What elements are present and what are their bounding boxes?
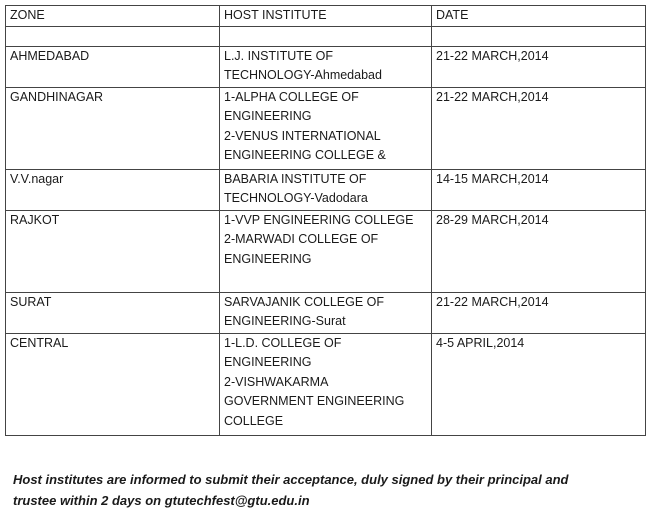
zone-table (5, 5, 646, 436)
host-institute-cell (220, 46, 432, 87)
host-institute-line: 2-VENUS INTERNATIONAL (224, 128, 381, 143)
zone-cell: SURAT (6, 292, 220, 333)
zone-cell: GANDHINAGAR (6, 87, 220, 169)
date-cell: 21-22 MARCH,2014 (432, 46, 646, 87)
host-institute-line: ENGINEERING-Surat (224, 314, 346, 328)
date-cell (432, 26, 646, 46)
host-institute-line: 2-MARWADI COLLEGE OF (224, 232, 379, 246)
host-institute-cell (220, 169, 432, 210)
acceptance-note (13, 469, 638, 511)
table-row (6, 87, 646, 169)
host-institute-line: ENGINEERING (224, 251, 312, 266)
header-zone: ZONE (6, 6, 220, 27)
host-institute-line: ENGINEERING (224, 109, 312, 123)
host-institute-cell (220, 333, 432, 435)
table-row (6, 292, 646, 333)
zone-cell: CENTRAL (6, 333, 220, 435)
date-cell: 21-22 MARCH,2014 (432, 292, 646, 333)
host-institute-cell (220, 292, 432, 333)
date-cell: 4-5 APRIL,2014 (432, 333, 646, 435)
host-institute-line: ENGINEERING COLLEGE & (224, 148, 386, 162)
table-body (6, 26, 646, 435)
note-line-1: Host institutes are informed to submit their acceptance, duly signed by their principal and (13, 472, 569, 487)
zone-cell: AHMEDABAD (6, 46, 220, 87)
host-institute-line: TECHNOLOGY-Ahmedabad (224, 68, 382, 82)
date-cell: 28-29 MARCH,2014 (432, 210, 646, 292)
table-header-row (6, 6, 646, 27)
zone-cell: V.V.nagar (6, 169, 220, 210)
host-institute-cell (220, 26, 432, 46)
host-institute-line: BABARIA INSTITUTE OF (224, 171, 367, 186)
table-row (6, 333, 646, 435)
host-institute-line: 1-L.D. COLLEGE OF (224, 335, 342, 350)
host-institute-line: 1-VVP ENGINEERING COLLEGE (224, 212, 414, 227)
host-institute-cell (220, 210, 432, 292)
header-date: DATE (432, 6, 646, 27)
host-institute-line: GOVERNMENT ENGINEERING (224, 394, 405, 408)
table-row (6, 210, 646, 292)
zone-cell: RAJKOT (6, 210, 220, 292)
table-row (6, 46, 646, 87)
zone-cell (6, 26, 220, 46)
date-cell: 14-15 MARCH,2014 (432, 169, 646, 210)
header-host-institute: HOST INSTITUTE (220, 6, 432, 27)
host-institute-line: COLLEGE (224, 413, 284, 428)
host-institute-line: 1-ALPHA COLLEGE OF (224, 89, 359, 104)
host-institute-line: TECHNOLOGY-Vadodara (224, 191, 368, 205)
host-institute-line: SARVAJANIK COLLEGE OF (224, 294, 385, 309)
host-institute-line: L.J. INSTITUTE OF (224, 48, 334, 63)
host-institute-cell (220, 87, 432, 169)
host-institute-line: ENGINEERING (224, 355, 312, 369)
host-institute-line: 2-VISHWAKARMA (224, 374, 329, 389)
table-row (6, 26, 646, 46)
note-line-2: trustee within 2 days on gtutechfest@gtu.edu.in (13, 493, 310, 508)
date-cell: 21-22 MARCH,2014 (432, 87, 646, 169)
table-row (6, 169, 646, 210)
